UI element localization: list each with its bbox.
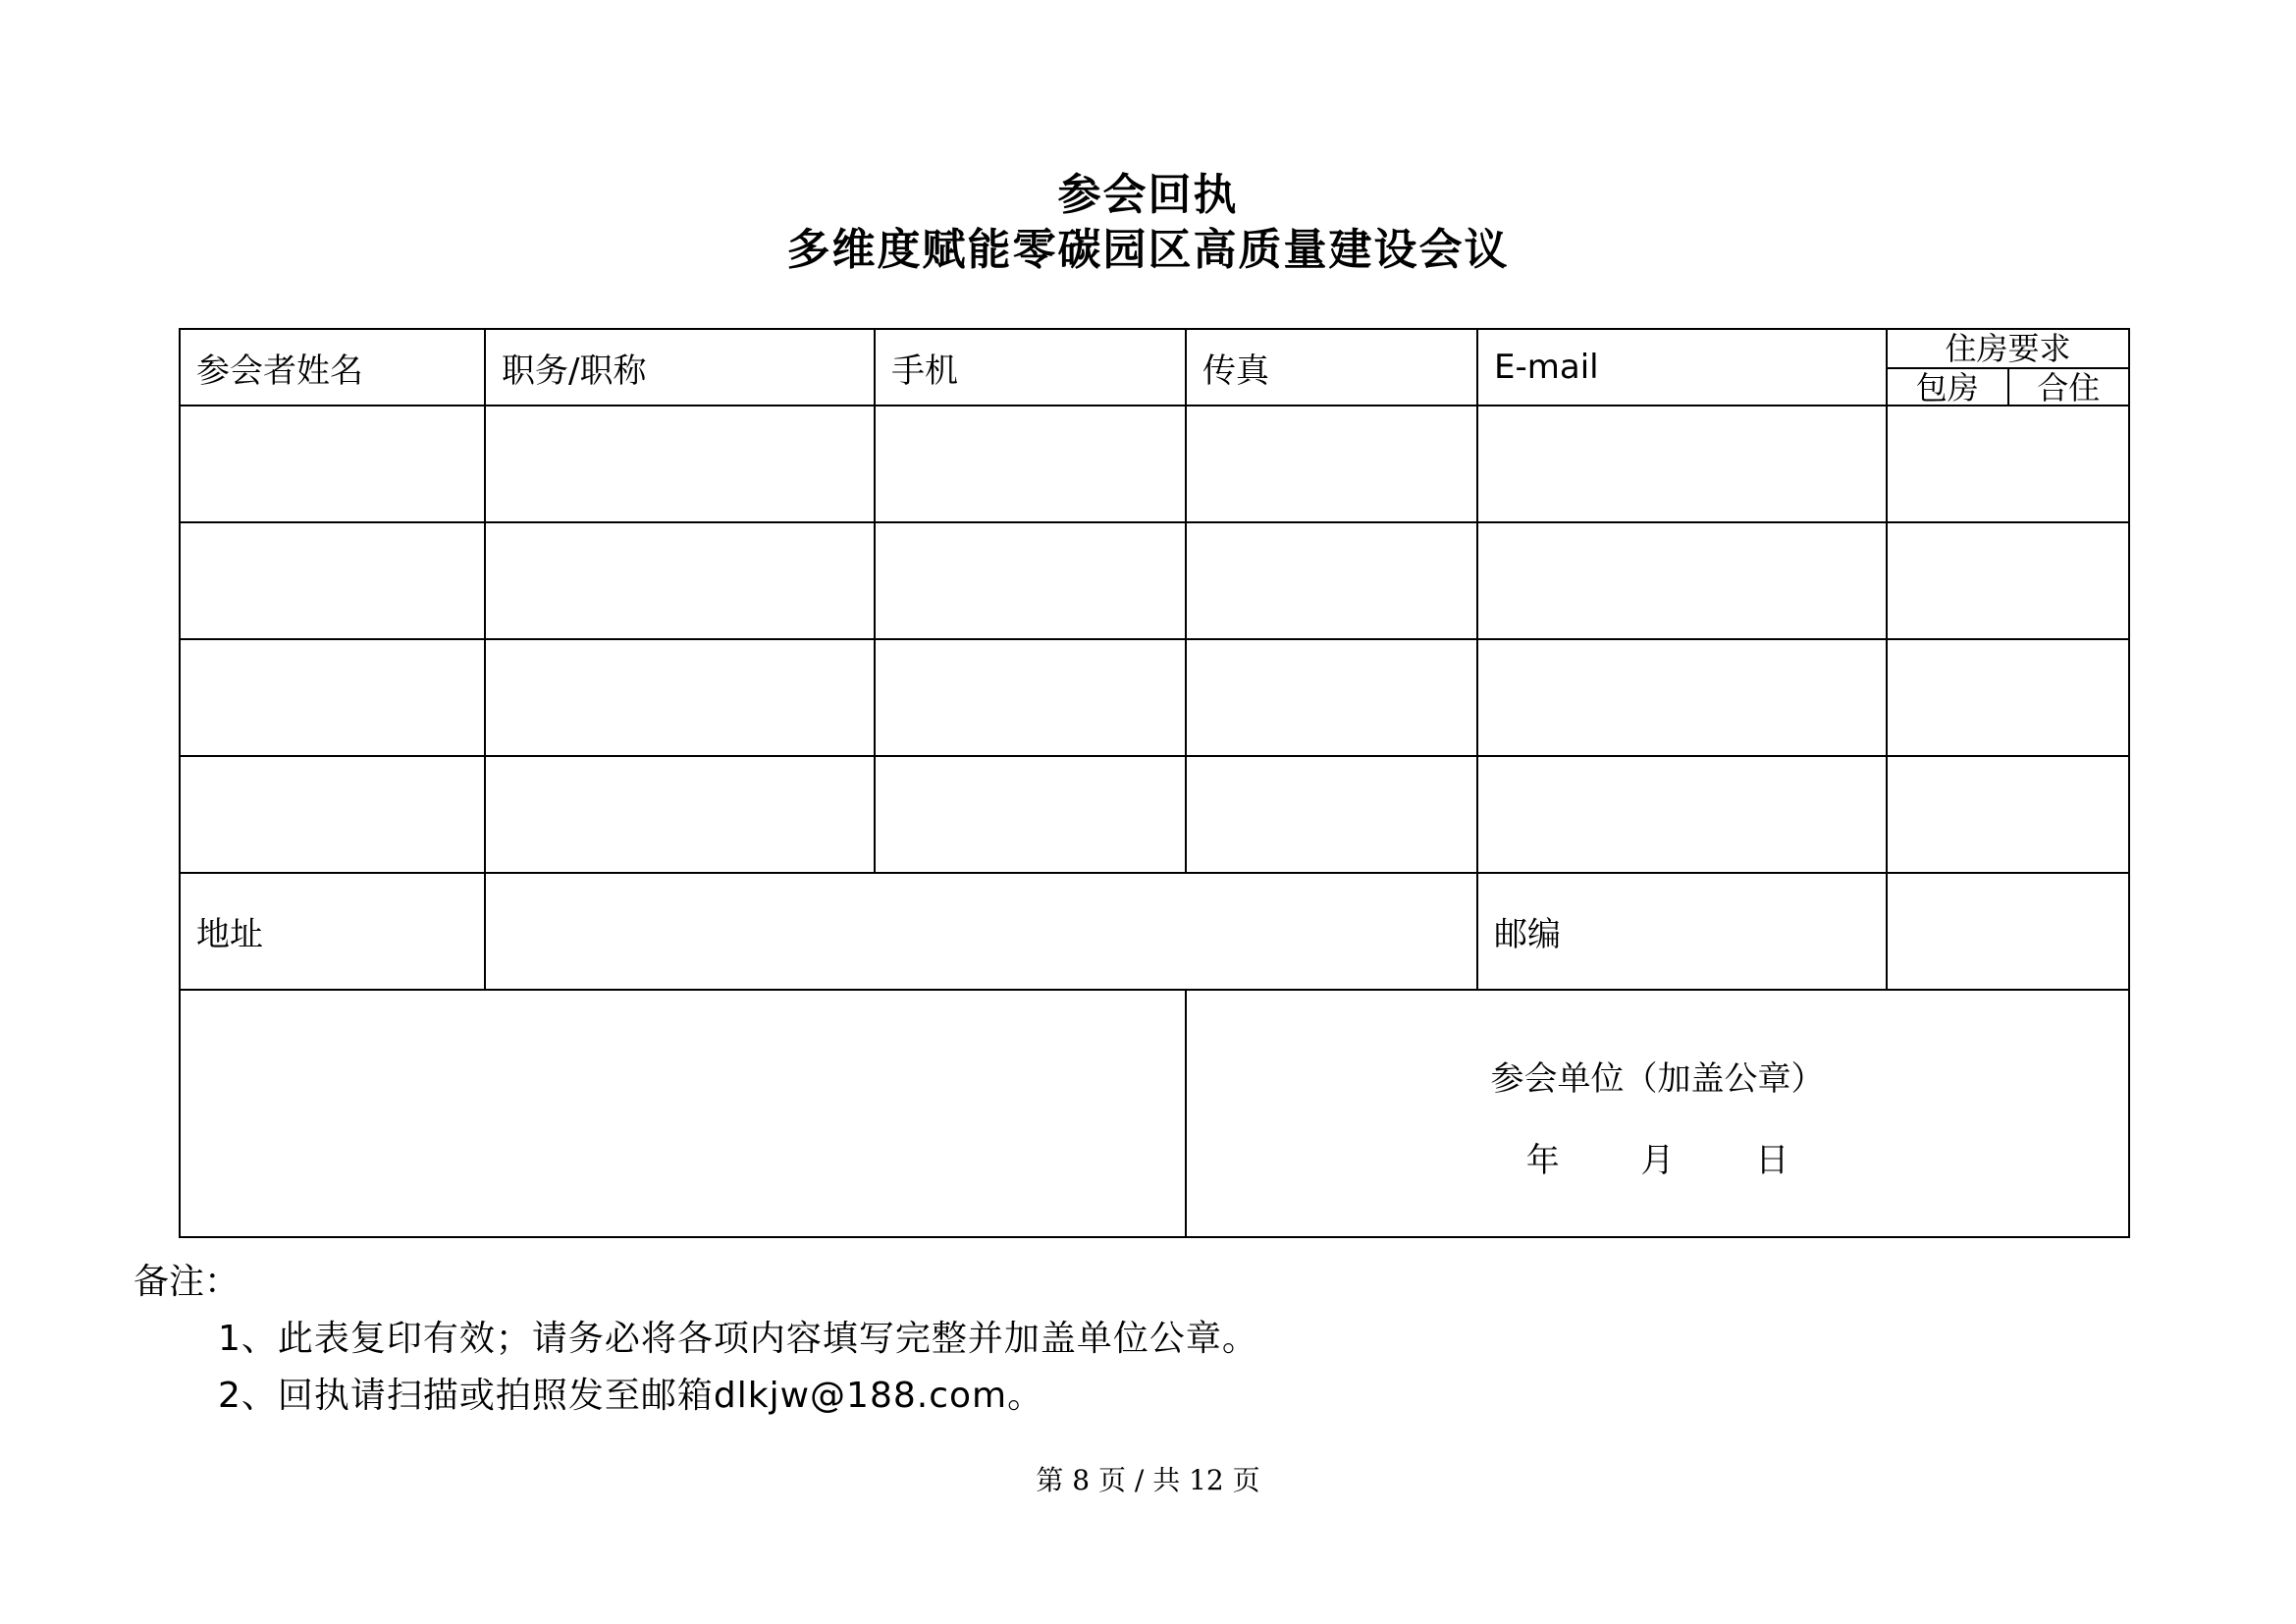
fax-cell[interactable] xyxy=(1186,756,1477,873)
note-item: 2、回执请扫描或拍照发至邮箱dlkjw@188.com。 xyxy=(218,1376,1044,1416)
header-mobile: 手机 xyxy=(875,329,1186,406)
seal-label: 参会单位（加盖公章） xyxy=(1490,1059,1825,1099)
remarks-area[interactable] xyxy=(180,990,1186,1237)
notes-section xyxy=(133,1254,1258,1425)
fax-cell[interactable] xyxy=(1186,406,1477,522)
position-cell[interactable] xyxy=(485,406,875,522)
postcode-field[interactable] xyxy=(1887,873,2129,990)
mobile-cell[interactable] xyxy=(875,406,1186,522)
housing-single-label: 包房 xyxy=(1888,369,2009,406)
header-fax: 传真 xyxy=(1186,329,1477,406)
header-position: 职务/职称 xyxy=(485,329,875,406)
registration-form-table xyxy=(179,328,2130,1238)
name-cell[interactable] xyxy=(180,522,485,639)
address-field[interactable] xyxy=(485,873,1477,990)
housing-requirement-label: 住房要求 xyxy=(1888,330,2128,369)
fax-cell[interactable] xyxy=(1186,522,1477,639)
header-row xyxy=(180,329,2129,406)
housing-cell[interactable] xyxy=(1887,756,2129,873)
housing-cell[interactable] xyxy=(1887,522,2129,639)
form-title: 参会回执 xyxy=(1057,170,1239,220)
header-name: 参会者姓名 xyxy=(180,329,485,406)
housing-cell[interactable] xyxy=(1887,406,2129,522)
date-line xyxy=(1187,1133,2128,1181)
meeting-title: 多维度赋能零碳园区高质量建设会议 xyxy=(786,225,1510,275)
attendee-row xyxy=(180,406,2129,522)
day-label: 日 xyxy=(1755,1141,1789,1180)
position-cell[interactable] xyxy=(485,522,875,639)
year-label: 年 xyxy=(1525,1141,1560,1180)
position-cell[interactable] xyxy=(485,756,875,873)
email-cell[interactable] xyxy=(1477,406,1887,522)
header-housing xyxy=(1887,329,2129,406)
attendee-row xyxy=(180,522,2129,639)
mobile-cell[interactable] xyxy=(875,522,1186,639)
header-email: E-mail xyxy=(1477,329,1887,406)
seal-area[interactable] xyxy=(1186,990,2129,1237)
note-item: 1、此表复印有效；请务必将各项内容填写完整并加盖单位公章。 xyxy=(218,1319,1258,1359)
mobile-cell[interactable] xyxy=(875,756,1186,873)
housing-shared-label: 合住 xyxy=(2037,369,2101,406)
email-cell[interactable] xyxy=(1477,639,1887,756)
attendee-row xyxy=(180,639,2129,756)
email-cell[interactable] xyxy=(1477,522,1887,639)
address-label: 地址 xyxy=(180,873,485,990)
mobile-cell[interactable] xyxy=(875,639,1186,756)
position-cell[interactable] xyxy=(485,639,875,756)
postcode-label: 邮编 xyxy=(1477,873,1887,990)
signature-row xyxy=(180,990,2129,1237)
attendee-row xyxy=(180,756,2129,873)
housing-cell[interactable] xyxy=(1887,639,2129,756)
notes-heading: 备注： xyxy=(133,1262,240,1302)
month-label: 月 xyxy=(1640,1141,1675,1180)
page-number: 第 8 页 / 共 12 页 xyxy=(1036,1464,1260,1496)
name-cell[interactable] xyxy=(180,639,485,756)
fax-cell[interactable] xyxy=(1186,639,1477,756)
name-cell[interactable] xyxy=(180,406,485,522)
name-cell[interactable] xyxy=(180,756,485,873)
email-cell[interactable] xyxy=(1477,756,1887,873)
address-row xyxy=(180,873,2129,990)
